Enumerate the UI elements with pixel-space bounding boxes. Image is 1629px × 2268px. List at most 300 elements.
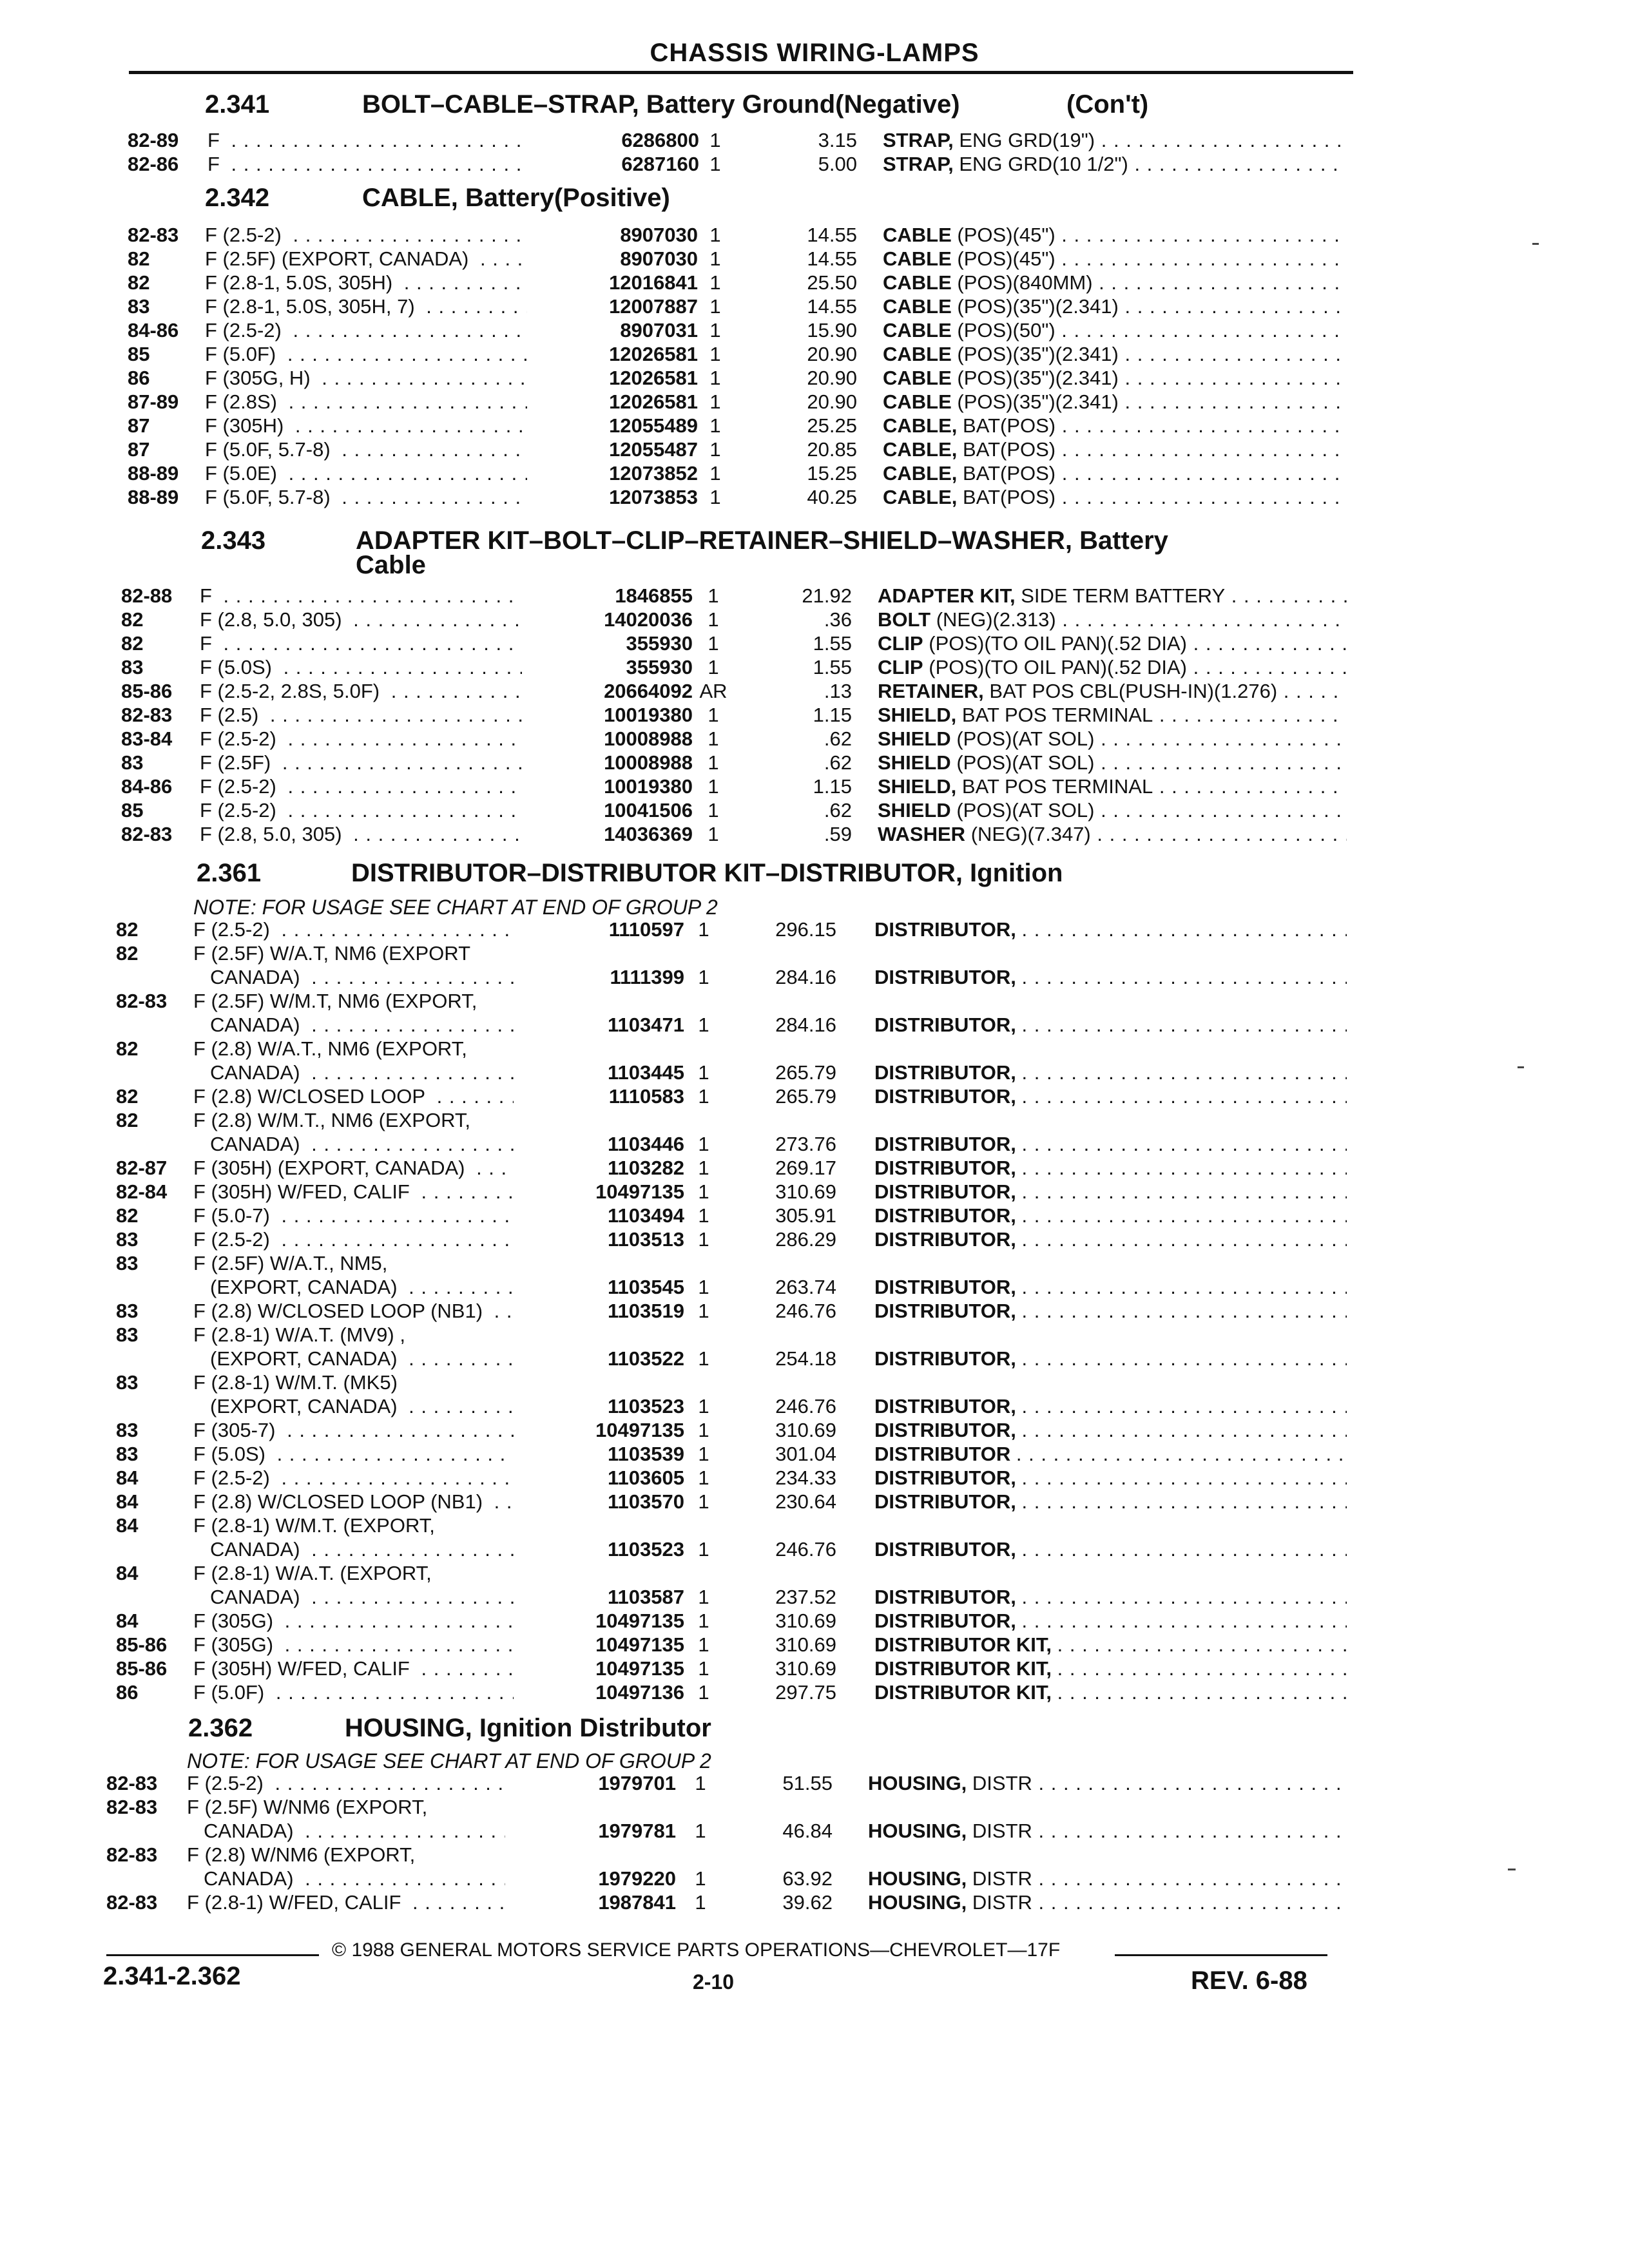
model-application — [200, 823, 522, 846]
leader-dots — [299, 1820, 505, 1842]
model-text: F — [200, 632, 212, 655]
leader-dots — [1022, 1061, 1347, 1084]
part-name: SHIELD, — [878, 775, 957, 798]
price: 246.76 — [775, 1300, 836, 1322]
part-name: CABLE — [883, 295, 952, 318]
year-range: 82-83 — [106, 1891, 158, 1914]
leader-dots — [275, 1466, 514, 1489]
price: .36 — [824, 608, 852, 631]
part-number: 1103471 — [608, 1014, 684, 1036]
part-description — [874, 1228, 1347, 1251]
price: .13 — [824, 680, 852, 702]
leader-dots — [1119, 343, 1347, 365]
part-description — [878, 823, 1347, 846]
part-detail: BAT(POS) — [963, 414, 1056, 437]
table-row — [0, 584, 1629, 608]
quantity: 1 — [698, 1419, 709, 1441]
year-range: 82-88 — [121, 584, 173, 607]
price: 1.55 — [813, 632, 852, 655]
part-description — [883, 247, 1347, 271]
leader-dots — [430, 1085, 514, 1108]
table-row — [0, 319, 1629, 342]
model-application — [193, 1443, 514, 1466]
part-name: CABLE — [883, 247, 952, 270]
model-text: F (5.0F, 5.7-8) — [205, 486, 331, 508]
leader-dots — [1225, 584, 1347, 607]
leader-dots — [1022, 1347, 1347, 1370]
part-number: 10497135 — [595, 1419, 684, 1441]
leader-dots — [278, 1633, 514, 1656]
price: 273.76 — [775, 1133, 836, 1155]
leader-dots — [1094, 751, 1347, 774]
model-text: F (305G, H) — [205, 367, 311, 389]
table-row — [0, 1443, 1629, 1466]
model-application — [193, 1610, 514, 1633]
leader-dots — [1022, 1490, 1347, 1513]
leader-dots — [278, 1610, 514, 1632]
table-row — [0, 1867, 1629, 1890]
model-application — [207, 153, 528, 176]
price: 21.92 — [802, 584, 852, 607]
price: 246.76 — [775, 1395, 836, 1418]
part-name: DISTRIBUTOR, — [874, 1180, 1016, 1203]
part-description — [883, 438, 1347, 461]
model-application: F (2.8) W/NM6 (EXPORT, — [187, 1843, 416, 1866]
year-range: 82-83 — [116, 990, 168, 1012]
table-row — [0, 462, 1629, 485]
model-application — [193, 1180, 514, 1204]
quantity: 1 — [709, 390, 721, 413]
table-row — [0, 1562, 1629, 1585]
quantity: 1 — [698, 1681, 709, 1704]
leader-dots — [347, 823, 522, 845]
model-application — [205, 247, 527, 271]
leader-dots — [1056, 608, 1347, 631]
quantity: 1 — [695, 1867, 706, 1890]
leader-dots — [1022, 1157, 1347, 1179]
leader-dots — [282, 775, 522, 798]
price: 14.55 — [807, 247, 857, 270]
quantity: 1 — [698, 1538, 709, 1561]
part-detail: (POS)(50") — [957, 319, 1055, 341]
quantity: 1 — [698, 1300, 709, 1322]
model-text: F (2.8) W/CLOSED LOOP (NB1) — [193, 1490, 483, 1513]
leader-dots — [287, 224, 527, 246]
model-application — [207, 129, 528, 152]
leader-dots — [474, 247, 527, 270]
part-description — [878, 799, 1347, 822]
year-range: 85-86 — [116, 1633, 168, 1656]
leader-dots — [217, 584, 522, 607]
model-application: F (2.8-1) W/A.T. (EXPORT, — [193, 1562, 432, 1584]
part-description — [874, 1180, 1347, 1204]
model-application — [193, 1466, 514, 1490]
leader-dots — [1055, 247, 1347, 270]
part-description — [874, 1061, 1347, 1084]
part-number: 1846855 — [615, 584, 693, 607]
leader-dots — [347, 608, 522, 631]
part-detail: (POS)(AT SOL) — [956, 751, 1095, 774]
quantity: 1 — [695, 1772, 706, 1794]
footer-range: 2.341-2.362 — [103, 1962, 241, 1990]
leader-dots — [1022, 1085, 1347, 1108]
part-description — [874, 1204, 1347, 1227]
part-name: SHIELD, — [878, 704, 957, 726]
part-number: 1103446 — [608, 1133, 684, 1155]
price: 234.33 — [775, 1466, 836, 1489]
price: 20.90 — [807, 367, 857, 389]
part-name: CABLE — [883, 319, 952, 341]
part-description — [878, 751, 1347, 774]
table-row — [0, 1133, 1629, 1156]
section-number: 2.362 — [188, 1714, 253, 1742]
year-range: 87 — [128, 414, 150, 437]
leader-dots — [1187, 632, 1347, 655]
year-range: 82-84 — [116, 1180, 168, 1203]
model-text: F (2.5-2) — [193, 1466, 270, 1489]
table-row — [0, 632, 1629, 655]
part-detail: (POS)(840MM) — [957, 271, 1093, 294]
part-number: 10497135 — [595, 1610, 684, 1632]
part-number: 8907030 — [620, 224, 698, 246]
quantity: 1 — [698, 1633, 709, 1656]
model-application — [205, 367, 527, 390]
price: .62 — [824, 799, 852, 822]
part-description — [874, 1490, 1347, 1514]
page-title: CHASSIS WIRING-LAMPS — [650, 39, 979, 67]
scan-mark — [1532, 243, 1539, 245]
price: 20.90 — [807, 390, 857, 413]
model-application — [193, 1490, 514, 1514]
quantity: AR — [699, 680, 728, 702]
leader-dots — [403, 1395, 514, 1418]
model-application-cont — [210, 1061, 514, 1084]
model-application-cont — [204, 1820, 505, 1843]
price: 305.91 — [775, 1204, 836, 1227]
model-text: F (2.5-2) — [200, 799, 276, 822]
quantity: 1 — [709, 438, 721, 461]
year-range: 82-87 — [116, 1157, 168, 1179]
model-application — [205, 319, 527, 342]
quantity: 1 — [708, 704, 719, 726]
price: 296.15 — [775, 918, 836, 941]
year-range: 84-86 — [121, 775, 173, 798]
model-text: F — [200, 584, 212, 607]
leader-dots — [299, 1867, 505, 1890]
year-range: 82 — [116, 942, 139, 965]
part-name: HOUSING, — [868, 1772, 967, 1794]
usage-note: NOTE: FOR USAGE SEE CHART AT END OF GROUP 2 — [193, 896, 718, 919]
part-description — [878, 584, 1347, 608]
model-text: F (305-7) — [193, 1419, 276, 1441]
quantity: 1 — [709, 462, 721, 485]
part-description — [883, 319, 1347, 342]
year-range: 82-83 — [106, 1772, 158, 1794]
part-detail: (POS)(35")(2.341) — [957, 295, 1119, 318]
model-cont-text: (EXPORT, CANADA) — [210, 1395, 398, 1418]
quantity: 1 — [708, 656, 719, 678]
price: 269.17 — [775, 1157, 836, 1179]
table-row — [0, 1347, 1629, 1370]
part-description — [874, 966, 1347, 989]
leader-dots — [1022, 1538, 1347, 1561]
leader-dots — [1055, 438, 1347, 461]
part-name: DISTRIBUTOR, — [874, 1085, 1016, 1108]
leader-dots — [1153, 704, 1347, 726]
leader-dots — [1022, 1276, 1347, 1298]
table-row — [0, 1490, 1629, 1514]
part-number: 12055489 — [609, 414, 698, 437]
part-number: 12055487 — [609, 438, 698, 461]
part-description — [868, 1867, 1347, 1890]
table-row — [0, 1681, 1629, 1704]
price: 1.15 — [813, 775, 852, 798]
leader-dots — [217, 632, 522, 655]
table-row — [0, 153, 1629, 176]
model-text: F (2.8, 5.0, 305) — [200, 608, 342, 631]
year-range: 82-86 — [128, 153, 179, 175]
price: 5.00 — [818, 153, 857, 175]
price: 254.18 — [775, 1347, 836, 1370]
table-row — [0, 1204, 1629, 1227]
price: 301.04 — [775, 1443, 836, 1465]
section-number: 2.342 — [205, 184, 270, 212]
leader-dots — [1055, 462, 1347, 485]
usage-note: NOTE: FOR USAGE SEE CHART AT END OF GROUP 2 — [187, 1749, 711, 1773]
part-description — [874, 918, 1347, 941]
part-description — [874, 1085, 1347, 1108]
table-row — [0, 247, 1629, 271]
model-application: F (2.5F) W/A.T., NM5, — [193, 1252, 388, 1274]
leader-dots — [282, 799, 522, 822]
table-row — [0, 799, 1629, 822]
model-text: F (5.0S) — [200, 656, 272, 678]
model-text: F (305H) W/FED, CALIF — [193, 1180, 410, 1203]
part-detail: DISTR — [972, 1820, 1032, 1842]
part-name: DISTRIBUTOR, — [874, 1586, 1016, 1608]
leader-dots — [488, 1490, 514, 1513]
part-name: DISTRIBUTOR, — [874, 1276, 1016, 1298]
leader-dots — [1032, 1820, 1347, 1842]
table-row — [0, 1323, 1629, 1347]
leader-dots — [305, 1586, 514, 1608]
model-text: F (2.5-2, 2.8S, 5.0F) — [200, 680, 380, 702]
table-row — [0, 775, 1629, 798]
model-text: F (5.0S) — [193, 1443, 265, 1465]
part-detail: (NEG)(7.347) — [970, 823, 1091, 845]
part-detail: DISTR — [972, 1772, 1032, 1794]
model-application — [200, 775, 522, 798]
part-name: RETAINER, — [878, 680, 984, 702]
part-number: 10019380 — [604, 775, 693, 798]
part-description — [883, 367, 1347, 390]
table-row — [0, 1820, 1629, 1843]
model-application-cont — [210, 1538, 514, 1561]
year-range: 83 — [121, 751, 144, 774]
part-detail: SIDE TERM BATTERY — [1021, 584, 1226, 607]
part-number: 1103539 — [608, 1443, 684, 1465]
quantity: 1 — [698, 1586, 709, 1608]
table-row — [0, 704, 1629, 727]
table-row — [0, 990, 1629, 1013]
part-number: 6286800 — [621, 129, 699, 151]
model-application — [200, 727, 522, 751]
part-detail: (POS)(45") — [957, 224, 1055, 246]
part-detail: (POS)(45") — [957, 247, 1055, 270]
part-name: HOUSING, — [868, 1820, 967, 1842]
leader-dots — [415, 1657, 514, 1680]
leader-dots — [1277, 680, 1347, 702]
leader-dots — [1094, 799, 1347, 822]
model-application — [205, 438, 527, 461]
price: 15.90 — [807, 319, 857, 341]
table-row — [0, 129, 1629, 152]
leader-dots — [225, 129, 528, 151]
table-row — [0, 823, 1629, 846]
model-application — [205, 462, 527, 485]
quantity: 1 — [709, 486, 721, 508]
leader-dots — [420, 295, 527, 318]
leader-dots — [1119, 367, 1347, 389]
year-range: 85-86 — [116, 1657, 168, 1680]
price: 39.62 — [782, 1891, 833, 1914]
part-description — [878, 632, 1347, 655]
table-row — [0, 1252, 1629, 1275]
price: .62 — [824, 751, 852, 774]
year-range: 84 — [116, 1514, 139, 1537]
part-description — [874, 1347, 1347, 1370]
year-range: 83 — [116, 1228, 139, 1251]
part-number: 1979220 — [598, 1867, 676, 1890]
quantity: 1 — [708, 608, 719, 631]
price: 297.75 — [775, 1681, 836, 1704]
part-name: DISTRIBUTOR, — [874, 1300, 1016, 1322]
leader-dots — [225, 153, 528, 175]
price: 51.55 — [782, 1772, 833, 1794]
year-range: 83-84 — [121, 727, 173, 750]
section-title: DISTRIBUTOR–DISTRIBUTOR KIT–DISTRIBUTOR, Ignition — [351, 859, 1063, 887]
table-row — [0, 1157, 1629, 1180]
leader-dots — [305, 1133, 514, 1155]
part-description — [878, 608, 1347, 631]
part-name: HOUSING, — [868, 1867, 967, 1890]
part-description — [878, 775, 1347, 798]
model-text: F (2.5F) (EXPORT, CANADA) — [205, 247, 469, 270]
model-application: F (2.8-1) W/M.T. (MK5) — [193, 1371, 398, 1394]
year-range: 82-89 — [128, 129, 179, 151]
price: .62 — [824, 727, 852, 750]
price: 25.50 — [807, 271, 857, 294]
page-number: 2-10 — [693, 1970, 735, 1994]
quantity: 1 — [698, 1610, 709, 1632]
part-description — [874, 1610, 1347, 1633]
leader-dots — [1032, 1891, 1347, 1914]
year-range: 82-83 — [106, 1796, 158, 1818]
part-description — [883, 129, 1347, 152]
model-application: F (2.8) W/M.T., NM6 (EXPORT, — [193, 1109, 471, 1131]
leader-dots — [1095, 129, 1347, 151]
model-application-cont — [210, 966, 514, 989]
part-name: CABLE — [883, 343, 952, 365]
table-row — [0, 390, 1629, 414]
leader-dots — [1119, 295, 1347, 318]
table-row — [0, 1371, 1629, 1394]
price: 237.52 — [775, 1586, 836, 1608]
price: 63.92 — [782, 1867, 833, 1890]
part-number: 10041506 — [604, 799, 693, 822]
leader-dots — [1022, 1300, 1347, 1322]
model-application — [205, 486, 527, 509]
model-application — [193, 1300, 514, 1323]
price: 284.16 — [775, 966, 836, 988]
part-description — [883, 295, 1347, 318]
table-row — [0, 1276, 1629, 1299]
scan-mark — [1508, 1869, 1516, 1870]
table-row — [0, 1633, 1629, 1657]
part-number: 8907031 — [620, 319, 698, 341]
quantity: 1 — [709, 271, 721, 294]
quantity: 1 — [698, 1228, 709, 1251]
part-description — [874, 1157, 1347, 1180]
part-detail: (POS)(35")(2.341) — [957, 367, 1119, 389]
leader-dots — [1055, 319, 1347, 341]
part-detail: BAT(POS) — [963, 486, 1056, 508]
model-application — [193, 1419, 514, 1442]
part-detail: (POS)(35")(2.341) — [957, 343, 1119, 365]
year-range: 82 — [116, 1109, 139, 1131]
part-number: 8907030 — [620, 247, 698, 270]
model-application — [205, 224, 527, 247]
part-name: DISTRIBUTOR, — [874, 1157, 1016, 1179]
part-description — [883, 486, 1347, 509]
part-name: DISTRIBUTOR KIT, — [874, 1633, 1052, 1656]
part-name: DISTRIBUTOR, — [874, 966, 1016, 988]
part-description — [878, 727, 1347, 751]
model-application-cont — [210, 1347, 514, 1370]
part-number: 12016841 — [609, 271, 698, 294]
part-description — [878, 704, 1347, 727]
part-number: 1103570 — [608, 1490, 684, 1513]
model-text: F (2.8) W/CLOSED LOOP (NB1) — [193, 1300, 483, 1322]
model-application-cont — [210, 1133, 514, 1156]
model-application — [193, 1157, 514, 1180]
model-application: F (2.5F) W/NM6 (EXPORT, — [187, 1796, 428, 1818]
leader-dots — [305, 966, 514, 988]
table-row — [0, 1085, 1629, 1108]
model-application — [193, 1085, 514, 1108]
model-cont-text: (EXPORT, CANADA) — [210, 1276, 398, 1298]
leader-dots — [1093, 271, 1347, 294]
model-text: F (2.8) W/CLOSED LOOP — [193, 1085, 426, 1108]
part-number: 14036369 — [604, 823, 693, 845]
model-application: F (2.5F) W/A.T, NM6 (EXPORT — [193, 942, 471, 965]
year-range: 82 — [116, 1204, 139, 1227]
table-row — [0, 367, 1629, 390]
table-row — [0, 1610, 1629, 1633]
part-description — [883, 390, 1347, 414]
part-number: 1103587 — [608, 1586, 684, 1608]
price: 265.79 — [775, 1061, 836, 1084]
part-name: DISTRIBUTOR, — [874, 1204, 1016, 1227]
model-text: F (305H) W/FED, CALIF — [193, 1657, 410, 1680]
leader-dots — [264, 704, 522, 726]
model-text: F (2.5-2) — [193, 918, 270, 941]
revision: REV. 6-88 — [1191, 1966, 1307, 1995]
part-detail: (NEG)(2.313) — [936, 608, 1056, 631]
part-name: CABLE — [883, 224, 952, 246]
part-description — [868, 1891, 1347, 1914]
model-application — [205, 295, 527, 318]
